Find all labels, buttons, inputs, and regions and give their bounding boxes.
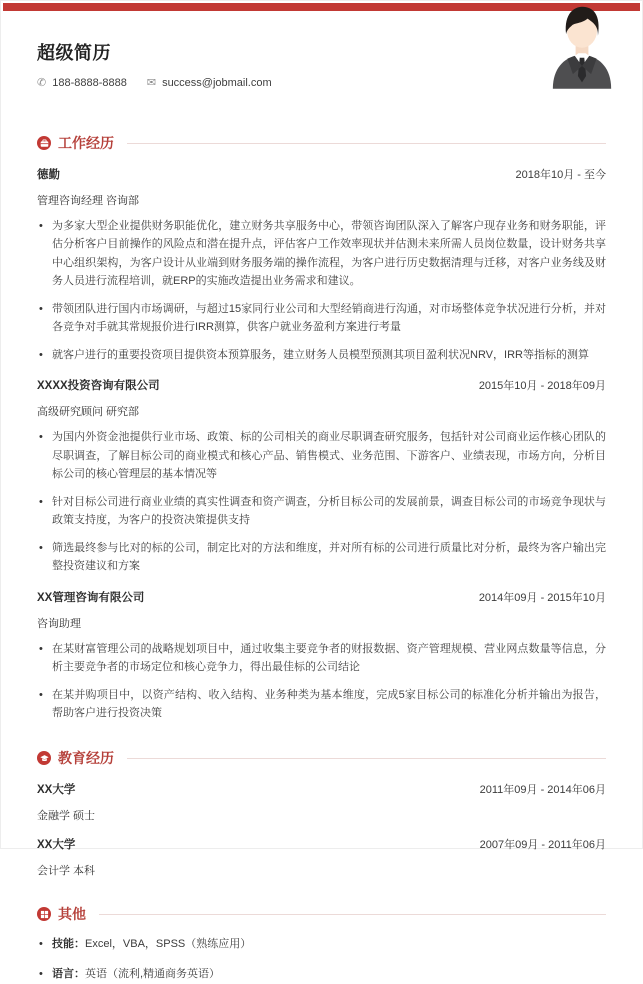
phone-icon: ✆	[37, 77, 47, 89]
job-header-row	[37, 166, 606, 182]
other-item	[37, 966, 606, 984]
school-header-row	[37, 781, 606, 797]
job-bullets	[37, 640, 606, 723]
email-icon: ✉	[146, 77, 157, 89]
education-section-header	[37, 748, 606, 768]
school-name: XX大学	[37, 784, 76, 797]
section-title: 其他	[58, 906, 86, 923]
job-date: 2014年09月 - 2015年10月	[478, 591, 606, 604]
section-title: 教育经历	[58, 750, 114, 767]
other-section-header	[37, 904, 606, 924]
avatar	[541, 1, 623, 89]
graduation-cap-icon	[37, 751, 51, 765]
bullet-item: • 为国内外资金池提供行业市场、政策、标的公司相关的商业尽职调查研究服务，包括针对公司商业运作核心团队的尽职调查，了解目标公司的商业模式和核心产品、销售模式、业务范围、下游客户、业绩表现，市场方向，分析目标公司的核心管理层的基本情况等	[37, 428, 606, 483]
phone-number: 188-8888-8888	[52, 76, 127, 89]
job-date: 2015年10月 - 2018年09月	[478, 380, 606, 393]
section-divider	[127, 143, 606, 144]
job-header-row	[37, 589, 606, 605]
grid-icon	[37, 907, 51, 921]
education-entry	[37, 836, 606, 878]
bullet-item: • 就客户进行的重要投资项目提供资本预算服务，建立财务人员模型预测其项目盈利状况NRV，IRR等指标的测算	[37, 346, 606, 364]
job-bullets	[37, 428, 606, 575]
section-other	[37, 904, 606, 983]
school-name: XX大学	[37, 839, 76, 852]
school-date: 2011年09月 - 2014年06月	[479, 784, 606, 797]
degree: 会计学 本科	[37, 865, 96, 878]
bullet-item: • 为多家大型企业提供财务职能优化，建立财务共享服务中心，带领咨询团队深入了解客户现存业务和财务职能，评估分析客户目前操作的风险点和潜在提升点，评估客户工作效率现状并估测未来所需人员岗位数量，设计财务共享中心组织架构，为客户设计从业端到财务服务端的操作流程，为客户进行历史数据清理与迁移，对客户业务线及财务人员进行流程培训，就ERP的实施改造提出业务需求和建议。	[37, 217, 606, 291]
school-date: 2007年09月 - 2011年06月	[479, 839, 606, 852]
job-header-row	[37, 377, 606, 393]
contact-row	[37, 76, 606, 89]
resume-name: 超级简历	[37, 43, 111, 63]
bullet-item: • 带领团队进行国内市场调研，与超过15家同行业公司和大型经销商进行沟通，对市场整体竞争状况进行分析，并对各竞争对手就其常规报价进行IRR测算，供客户就业务盈利方案进行考量	[37, 300, 606, 337]
other-item	[37, 936, 606, 954]
email-address: success@jobmail.com	[162, 76, 272, 89]
section-divider	[127, 758, 606, 759]
company-name: 德勤	[37, 169, 60, 181]
section-divider	[99, 914, 606, 915]
bullet-item: • 在某财富管理公司的战略规划项目中，通过收集主要竞争者的财报数据、资产管理规模、营业网点数量等信息，分析主要竞争者的市场定位和核心竞争力，得出最佳标的公司结论	[37, 640, 606, 677]
male-portrait-illustration	[541, 1, 623, 89]
job-entry	[37, 589, 606, 723]
job-date: 2018年10月 - 至今	[515, 169, 606, 181]
bullet-item: • 筛选最终参与比对的标的公司，制定比对的方法和维度，并对所有标的公司进行质量比对分析，最终为客户输出完整投资建议和方案	[37, 539, 606, 576]
job-role: 管理咨询经理 咨询部	[37, 195, 140, 207]
school-header-row	[37, 836, 606, 852]
bullet-item: • 在某并购项目中，以资产结构、收入结构、业务种类为基本维度，完成5家目标公司的标准化分析并输出为报告，帮助客户进行投资决策	[37, 686, 606, 723]
briefcase-icon	[37, 136, 51, 150]
job-role: 高级研究顾问 研究部	[37, 406, 140, 419]
other-item-value: Excel，VBA，SPSS（熟练应用）	[85, 938, 252, 951]
job-entry	[37, 377, 606, 575]
other-items	[37, 936, 606, 983]
other-item-label: 语言：	[52, 968, 85, 981]
job-entry	[37, 166, 606, 364]
other-item-value: 英语（流利,精通商务英语）	[85, 968, 221, 981]
resume-header	[37, 1, 606, 89]
company-name: XX管理咨询有限公司	[37, 591, 145, 604]
bullet-item: • 针对目标公司进行商业业绩的真实性调查和资产调查，分析目标公司的发展前景，调查目标公司的市场竞争现状与政策支持度，为客户的投资决策提供支持	[37, 493, 606, 530]
section-title: 工作经历	[58, 135, 114, 151]
company-name: XXXX投资咨询有限公司	[37, 380, 160, 393]
section-education	[37, 748, 606, 878]
work-section-header	[37, 133, 606, 153]
other-item-label: 技能：	[52, 938, 85, 951]
job-role: 咨询助理	[37, 617, 81, 630]
education-entry	[37, 781, 606, 823]
degree: 金融学 硕士	[37, 810, 96, 823]
job-bullets	[37, 217, 606, 364]
section-work	[37, 133, 606, 722]
